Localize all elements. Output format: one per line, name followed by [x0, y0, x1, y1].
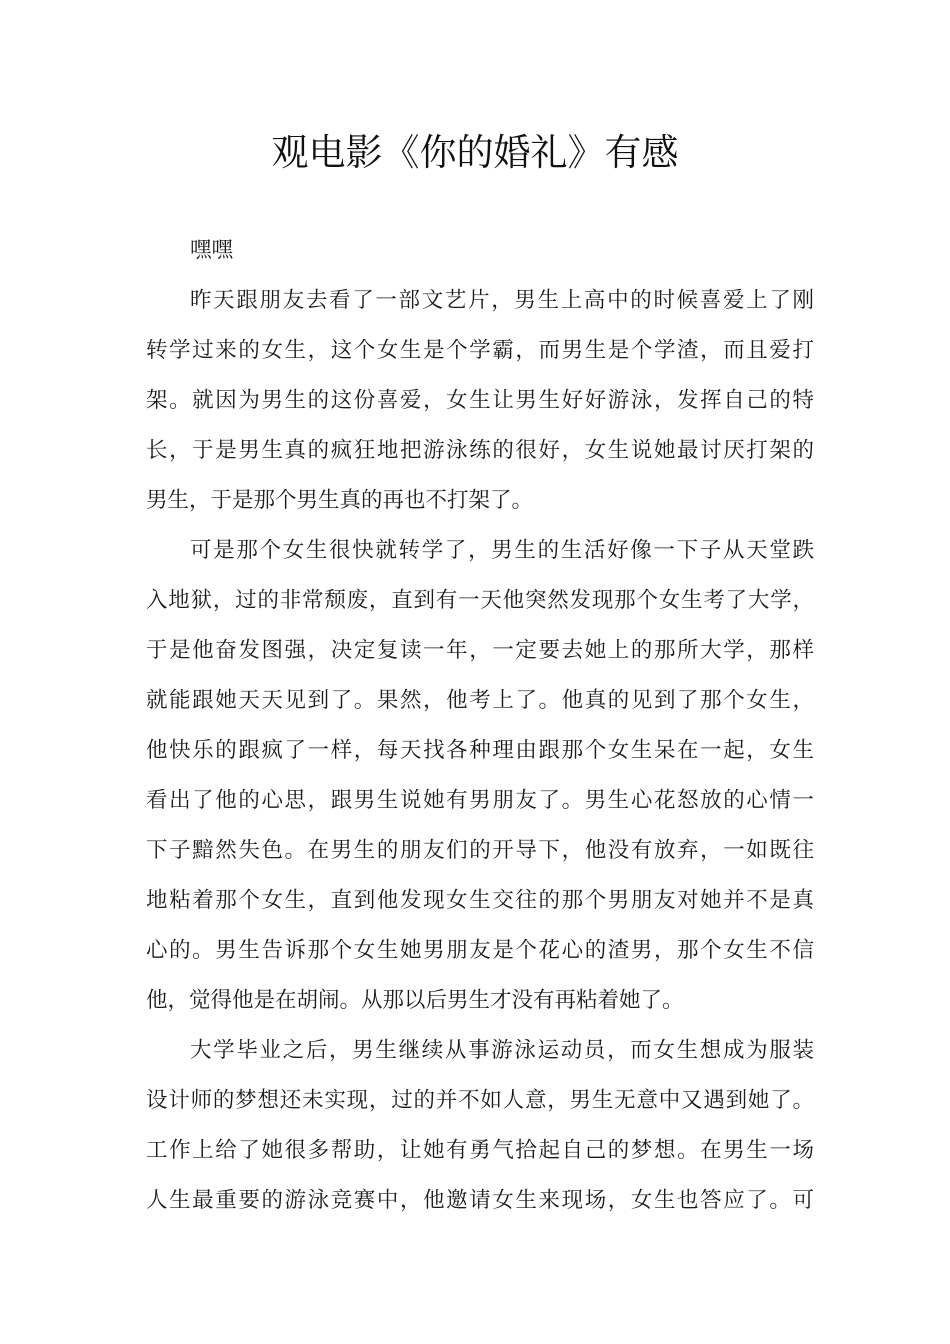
document-title: 观电影《你的婚礼》有感: [271, 131, 679, 174]
text-line: 转学过来的女生，这个女生是个学霸，而男生是个学渣，而且爱打: [146, 338, 814, 363]
text-line: 嘿嘿: [190, 238, 234, 263]
document-body: [146, 226, 814, 1226]
text-line: 设计师的梦想还未实现，过的并不如人意，男生无意中又遇到她了。: [146, 1088, 814, 1113]
text-line: 长，于是男生真的疯狂地把游泳练的很好，女生说她最讨厌打架的: [146, 438, 814, 463]
text-line: 地粘着那个女生，直到他发现女生交往的那个男朋友对她并不是真: [146, 888, 814, 913]
text-line: 大学毕业之后，男生继续从事游泳运动员，而女生想成为服装: [190, 1038, 814, 1063]
text-line: 他快乐的跟疯了一样，每天找各种理由跟那个女生呆在一起，女生: [146, 738, 814, 763]
text-line: 架。就因为男生的这份喜爱，女生让男生好好游泳，发挥自己的特: [146, 388, 814, 413]
text-line: 工作上给了她很多帮助，让她有勇气拾起自己的梦想。在男生一场: [146, 1138, 814, 1163]
text-line: 他，觉得他是在胡闹。从那以后男生才没有再粘着她了。: [146, 988, 684, 1013]
text-line: 下子黯然失色。在男生的朋友们的开导下，他没有放弃，一如既往: [146, 838, 814, 863]
text-line: 心的。男生告诉那个女生她男朋友是个花心的渣男，那个女生不信: [146, 938, 814, 963]
text-line: 男生，于是那个男生真的再也不打架了。: [146, 488, 534, 513]
text-line: 就能跟她天天见到了。果然，他考上了。他真的见到了那个女生，: [146, 688, 814, 713]
text-line: 可是那个女生很快就转学了，男生的生活好像一下子从天堂跌: [190, 538, 814, 563]
text-line: 于是他奋发图强，决定复读一年，一定要去她上的那所大学，那样: [146, 638, 814, 663]
text-line: 入地狱，过的非常颓废，直到有一天他突然发现那个女生考了大学，: [146, 588, 814, 613]
text-line: 昨天跟朋友去看了一部文艺片，男生上高中的时候喜爱上了刚: [190, 288, 814, 313]
text-line: 看出了他的心思，跟男生说她有男朋友了。男生心花怒放的心情一: [146, 788, 814, 813]
text-line: 人生最重要的游泳竞赛中，他邀请女生来现场，女生也答应了。可: [146, 1188, 814, 1213]
